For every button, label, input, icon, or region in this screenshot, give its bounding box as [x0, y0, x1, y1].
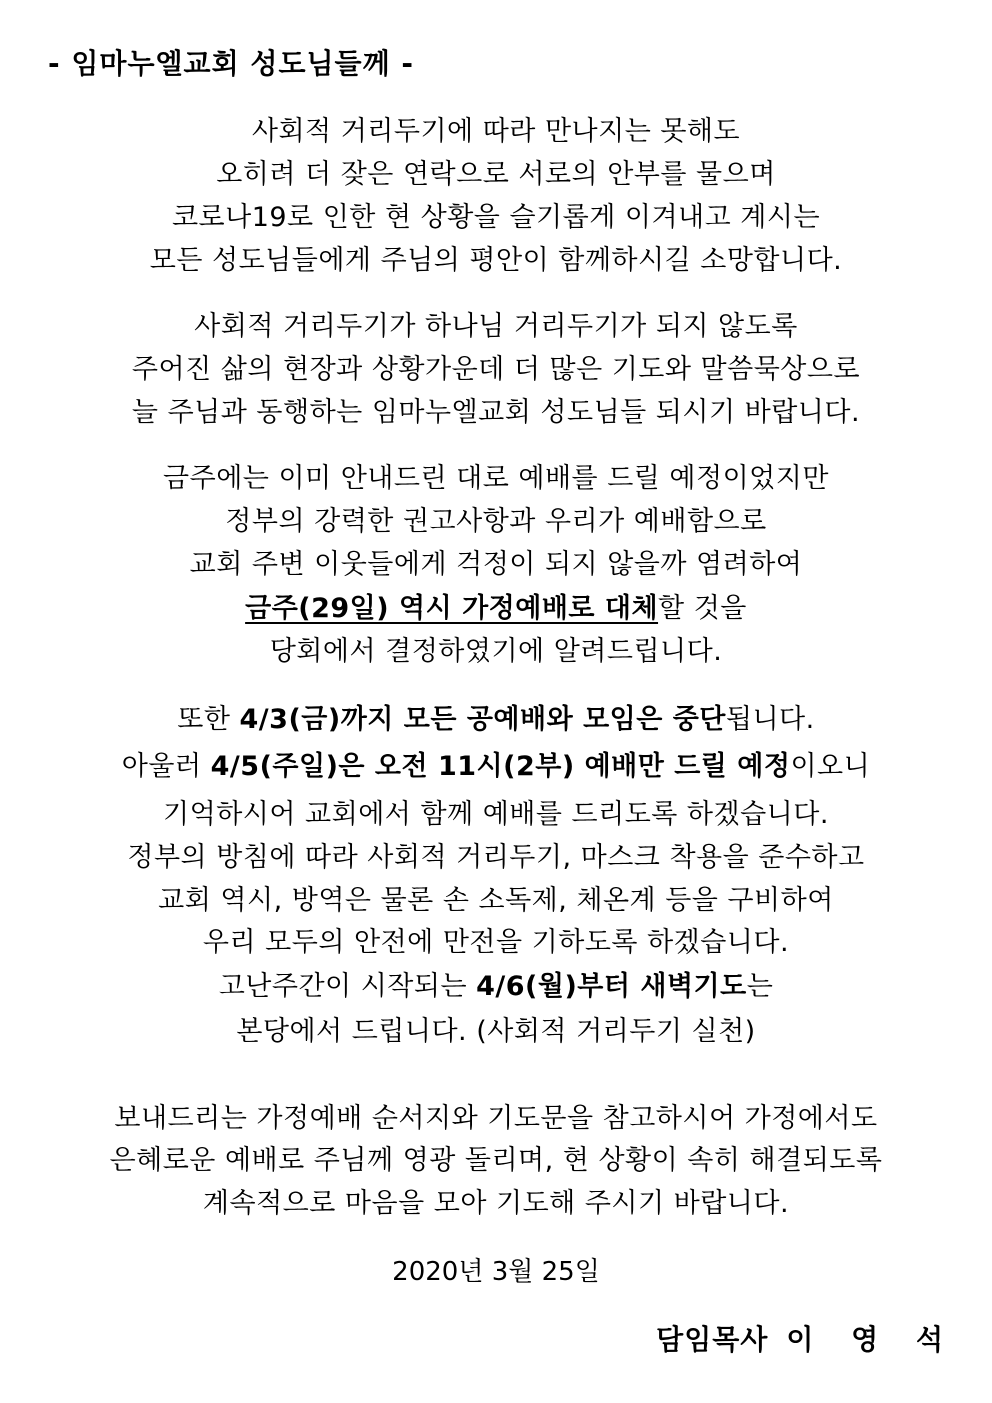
paragraph1-line1: 사회적 거리두기에 따라 만나지는 못해도 — [251, 116, 741, 147]
paragraph5-line1: 보내드리는 가정예배 순서지와 기도문을 참고하시어 가정에서도 — [114, 1103, 878, 1134]
paragraph1-line4: 모든 성도님들에게 주님의 평안이 함께하시길 소망합니다. — [149, 245, 843, 276]
paragraph4-line2-pre: 아울러 — [121, 751, 211, 782]
paragraph4-line2-post: 이오니 — [790, 751, 871, 782]
dawn-prayer-notice: 4/6(월)부터 새벽기도 — [476, 971, 747, 1002]
paragraph4-line5: 교회 역시, 방역은 물론 손 소독제, 체온계 등을 구비하여 — [158, 885, 834, 916]
paragraph3-line5: 당회에서 결정하였기에 알려드립니다. — [269, 636, 723, 667]
paragraph3-line3: 교회 주변 이웃들에게 걱정이 되지 않을까 염려하여 — [189, 549, 803, 580]
paragraph1-line3: 코로나19로 인한 현 상황을 슬기롭게 이겨내고 계시는 — [171, 202, 821, 233]
paragraph4-line1 — [0, 700, 992, 740]
paragraph4-line2 — [0, 747, 992, 787]
suspension-notice: 4/3(금)까지 모든 공예배와 모임은 중단 — [239, 704, 726, 735]
letter-heading: - 임마누엘교회 성도님들께 - — [48, 47, 415, 80]
paragraph2-line3: 늘 주님과 동행하는 임마누엘교회 성도님들 되시기 바랍니다. — [131, 397, 861, 428]
paragraph4-line3: 기억하시어 교회에서 함께 예배를 드리도록 하겠습니다. — [163, 799, 829, 830]
paragraph3-line1: 금주에는 이미 안내드린 대로 예배를 드릴 예정이었지만 — [163, 463, 829, 494]
paragraph1-line2: 오히려 더 잦은 연락으로 서로의 안부를 물으며 — [216, 159, 776, 190]
home-worship-emphasis: 금주(29일) 역시 가정예배로 대체 — [245, 593, 659, 624]
paragraph4-line4: 정부의 방침에 따라 사회적 거리두기, 마스크 착용을 준수하고 — [127, 842, 865, 873]
paragraph4-line7-post: 는 — [746, 971, 774, 1002]
letter-date: 2020년 3월 25일 — [392, 1257, 600, 1287]
paragraph3-line2: 정부의 강력한 권고사항과 우리가 예배함으로 — [225, 506, 767, 537]
paragraph4-line1-post: 됩니다. — [725, 704, 815, 735]
paragraph2-line2: 주어진 삶의 현장과 상황가운데 더 많은 기도와 말씀묵상으로 — [131, 354, 861, 385]
paragraph4-line6: 우리 모두의 안전에 만전을 기하도록 하겠습니다. — [202, 927, 790, 958]
signature-title: 담임목사 — [656, 1323, 769, 1356]
paragraph4-line7-pre: 고난주간이 시작되는 — [218, 971, 477, 1002]
paragraph3-line4-rest: 할 것을 — [658, 593, 747, 624]
paragraph3-line4 — [0, 589, 992, 629]
paragraph5-line3: 계속적으로 마음을 모아 기도해 주시기 바랍니다. — [202, 1188, 790, 1219]
paragraph4-line7 — [0, 967, 992, 1007]
signature-name: 이 영 석 — [786, 1323, 944, 1356]
paragraph2-line1: 사회적 거리두기가 하나님 거리두기가 되지 않도록 — [194, 311, 798, 342]
paragraph5-line2: 은혜로운 예배로 주님께 영광 돌리며, 현 상황이 속히 해결되도록 — [109, 1145, 883, 1176]
service-schedule-notice: 4/5(주일)은 오전 11시(2부) 예배만 드릴 예정 — [210, 751, 791, 782]
paragraph4-line1-pre: 또한 — [177, 704, 240, 735]
paragraph4-line8: 본당에서 드립니다. (사회적 거리두기 실천) — [236, 1016, 756, 1047]
signature — [656, 1318, 944, 1358]
